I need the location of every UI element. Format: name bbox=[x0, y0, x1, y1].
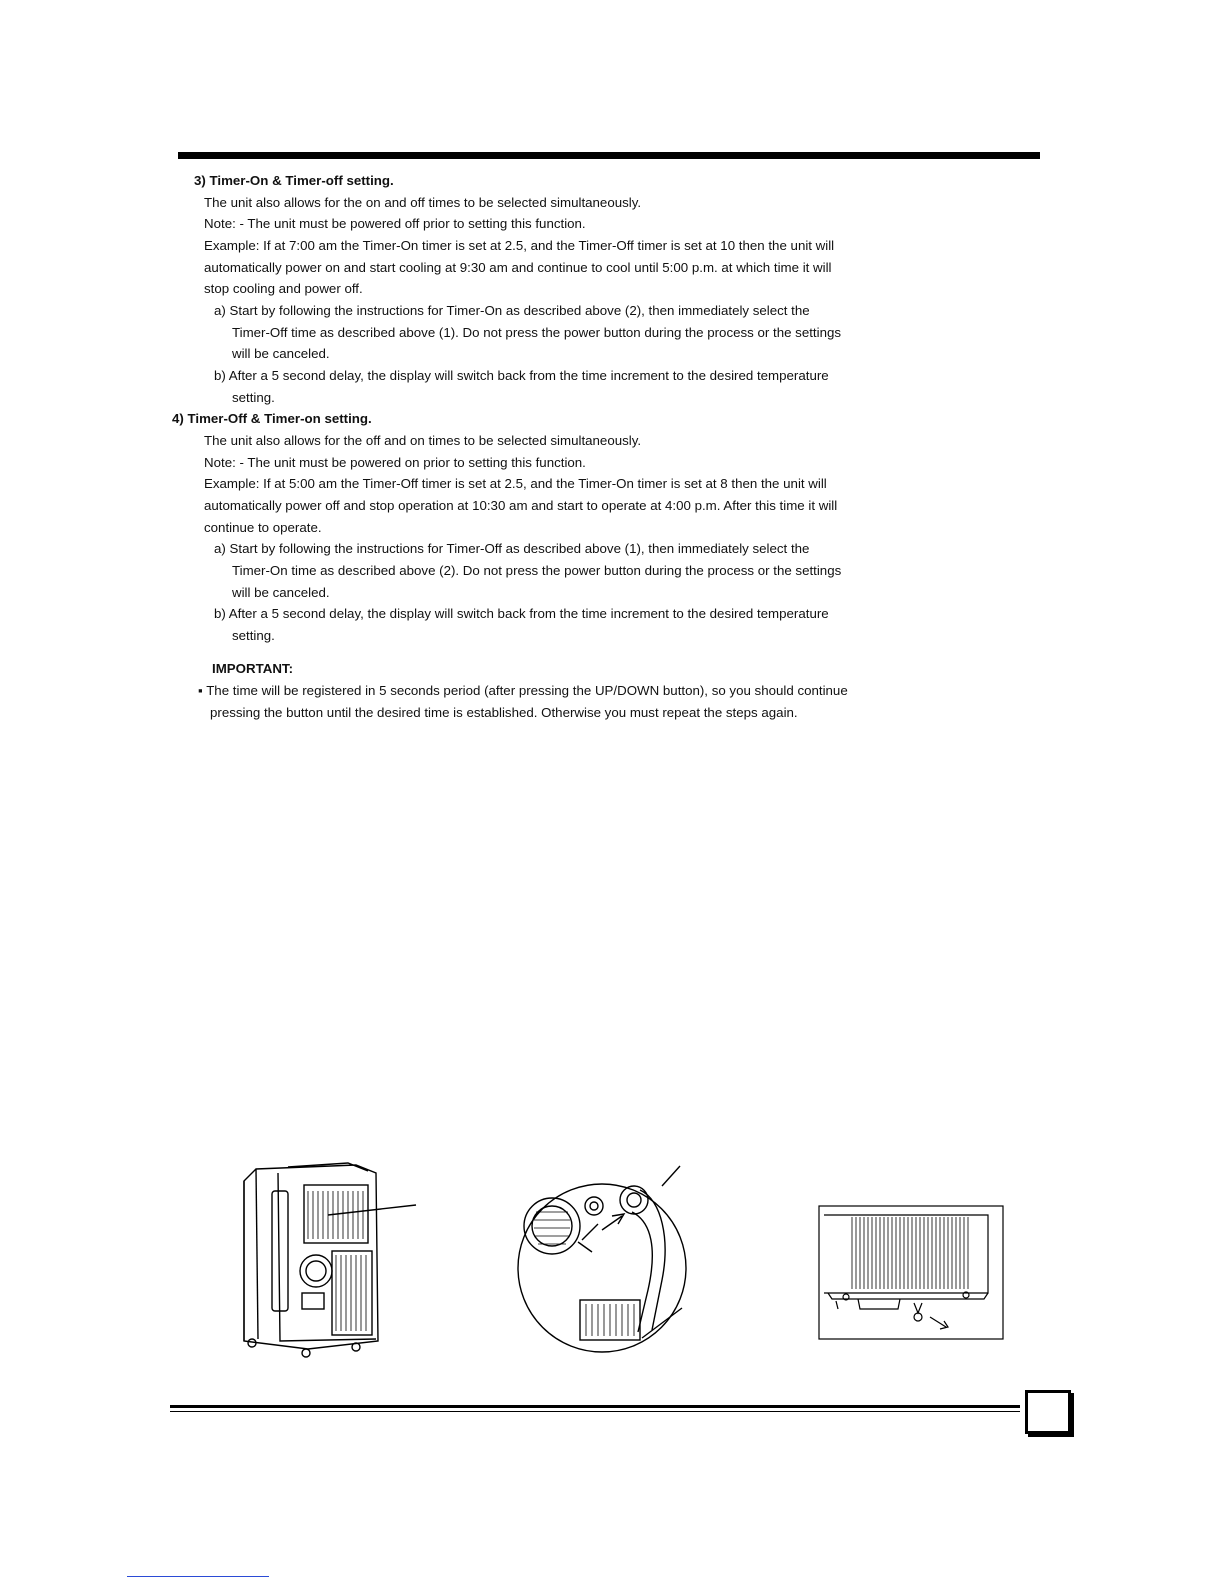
page-number-box bbox=[1025, 1390, 1071, 1434]
footer-link-underline bbox=[127, 1576, 269, 1577]
section-3-note: Note: - The unit must be powered off prior to setting this function. bbox=[204, 216, 586, 231]
section-4-example: Example: If at 5:00 am the Timer-Off timer is set at 2.5, and the Timer-On timer is set at 8 then the unit will bbox=[204, 476, 827, 491]
section-3-step-a: will be canceled. bbox=[232, 346, 330, 361]
section-3-step-a: a) Start by following the instructions for Timer-On as described above (2), then immediately select the bbox=[214, 303, 810, 318]
section-4-example: continue to operate. bbox=[204, 520, 322, 535]
footer-rule bbox=[170, 1411, 1020, 1412]
section-3-example: automatically power on and start cooling at 9:30 am and continue to cool until 5:00 p.m. at which time it will bbox=[204, 260, 832, 275]
important-note: ▪ The time will be registered in 5 seconds period (after pressing the UP/DOWN button), so you should continue bbox=[198, 683, 848, 698]
footer-rule bbox=[170, 1405, 1020, 1408]
section-4-step-b: b) After a 5 second delay, the display will switch back from the time increment to the desired temperature bbox=[214, 606, 829, 621]
header-rule bbox=[178, 152, 1040, 159]
air-conditioner-icon bbox=[228, 1143, 438, 1373]
important-note: pressing the button until the desired time is established. Otherwise you must repeat the steps again. bbox=[210, 705, 798, 720]
section-4-step-a: will be canceled. bbox=[232, 585, 330, 600]
section-3-example: stop cooling and power off. bbox=[204, 281, 363, 296]
bottom-drain-figure bbox=[818, 1205, 1004, 1340]
section-3-intro: The unit also allows for the on and off times to be selected simultaneously. bbox=[204, 195, 642, 210]
section-4-step-b: setting. bbox=[232, 628, 275, 643]
drain-cap-icon bbox=[818, 1205, 1004, 1340]
section-4-example: automatically power off and stop operation at 10:30 am and start to operate at 4:00 p.m. After this time it will bbox=[204, 498, 838, 513]
section-4-note: Note: - The unit must be powered on prior to setting this function. bbox=[204, 455, 586, 470]
drain-plug-detail-figure bbox=[512, 1160, 702, 1370]
drain-hose-icon bbox=[512, 1160, 702, 1370]
section-3-step-b: setting. bbox=[232, 390, 275, 405]
section-3-step-a: Timer-Off time as described above (1). Do not press the power button during the process or the settings bbox=[232, 325, 842, 340]
bullet-icon: ▪ bbox=[198, 683, 203, 698]
section-4-heading: 4) Timer-Off & Timer-on setting. bbox=[172, 411, 372, 426]
section-3-step-b: b) After a 5 second delay, the display will switch back from the time increment to the desired temperature bbox=[214, 368, 829, 383]
section-4-step-a: a) Start by following the instructions for Timer-Off as described above (1), then immediately select the bbox=[214, 541, 810, 556]
section-3-example: Example: If at 7:00 am the Timer-On timer is set at 2.5, and the Timer-Off timer is set at 10 then the unit will bbox=[204, 238, 835, 253]
section-4-intro: The unit also allows for the off and on times to be selected simultaneously. bbox=[204, 433, 642, 448]
important-heading: IMPORTANT: bbox=[212, 661, 294, 676]
section-4-step-a: Timer-On time as described above (2). Do not press the power button during the process or the settings bbox=[232, 563, 842, 578]
section-3-heading: 3) Timer-On & Timer-off setting. bbox=[194, 173, 394, 188]
unit-rear-figure bbox=[228, 1143, 438, 1373]
